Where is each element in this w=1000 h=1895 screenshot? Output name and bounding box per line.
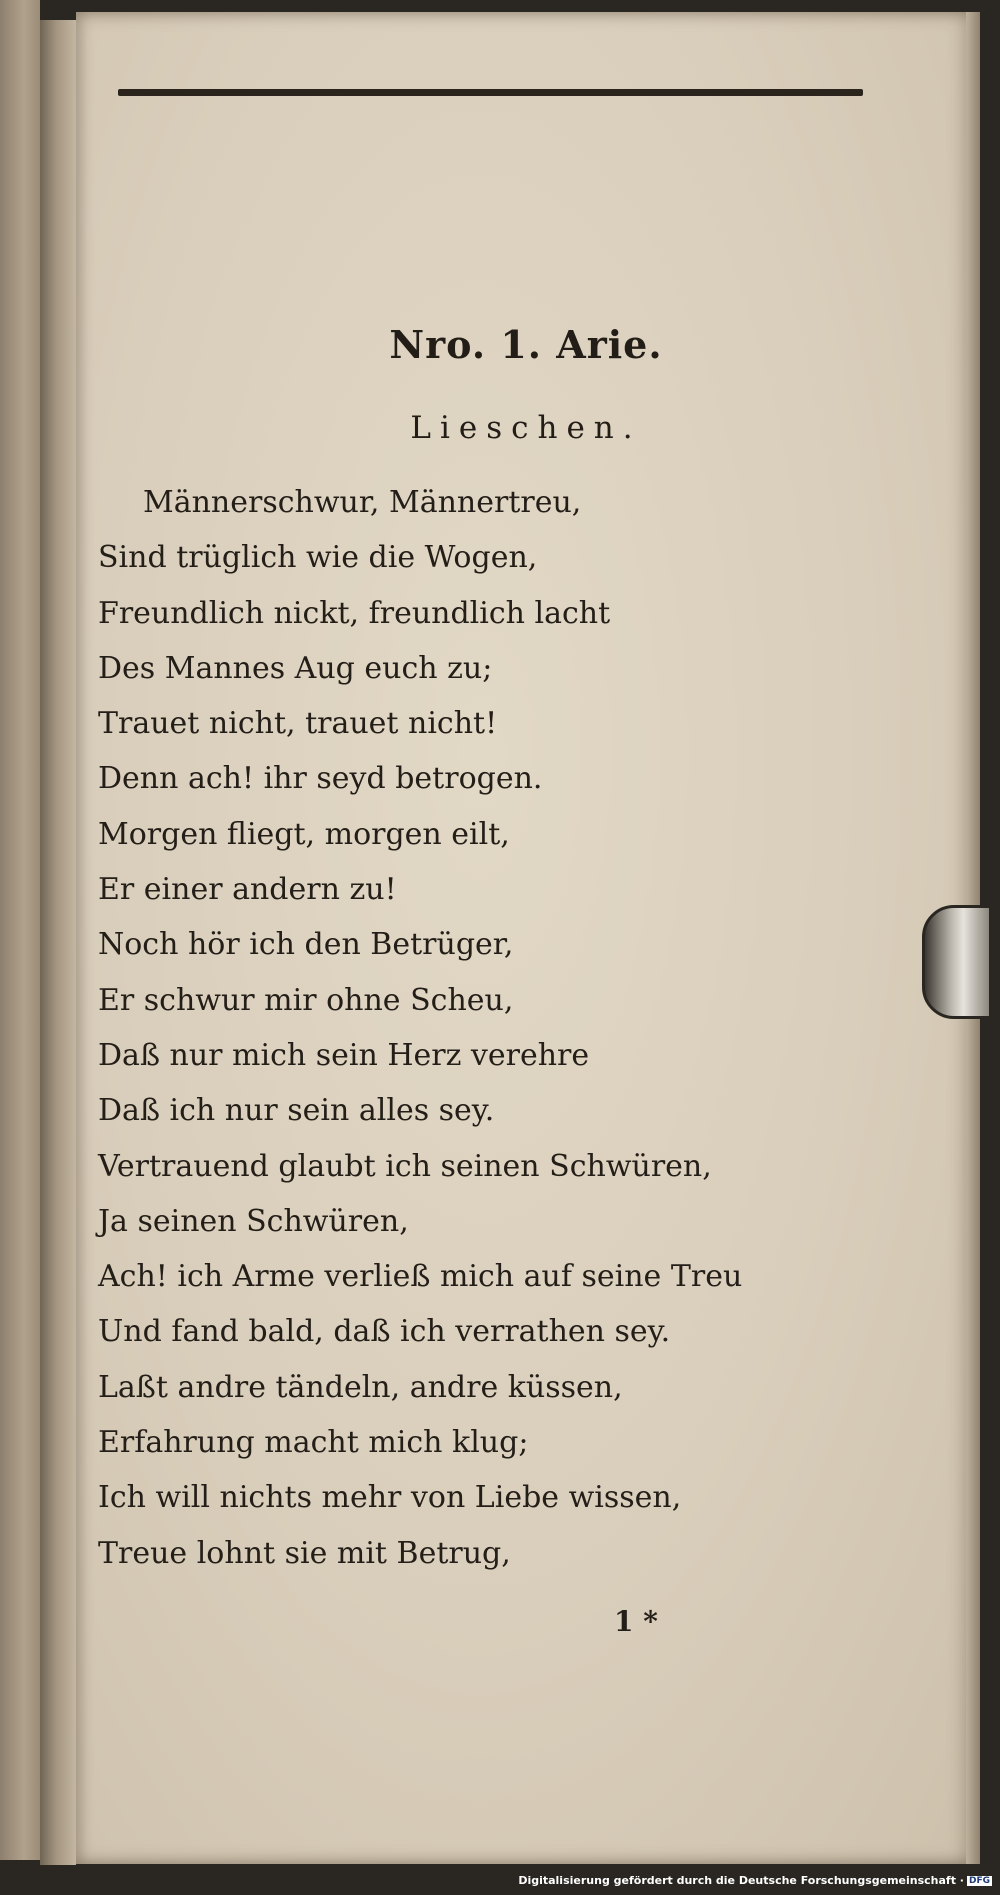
verse-line: Ach! ich Arme verließ mich auf seine Treu bbox=[98, 1259, 743, 1295]
verse-line: Morgen fliegt, morgen eilt, bbox=[98, 816, 510, 852]
verse-line: Trauet nicht, trauet nicht! bbox=[98, 706, 498, 742]
header-rule bbox=[118, 89, 863, 96]
verse-line: Noch hör ich den Betrüger, bbox=[98, 927, 514, 963]
verse-line: Sind trüglich wie die Wogen, bbox=[98, 540, 538, 576]
book-gutter bbox=[40, 20, 76, 1865]
verse-line: Denn ach! ihr seyd betrogen. bbox=[98, 761, 543, 797]
signature-mark: 1 * bbox=[614, 1605, 658, 1638]
credit-text: Digitalisierung gefördert durch die Deutsche Forschungsgemeinschaft · bbox=[518, 1874, 964, 1887]
speaker-name: Lieschen. bbox=[410, 410, 642, 446]
verse-line: Laßt andre tändeln, andre küssen, bbox=[98, 1369, 623, 1405]
book-back-cover bbox=[0, 0, 40, 1860]
verse-line: Männerschwur, Männertreu, bbox=[143, 485, 582, 520]
verse-line: Treue lohnt sie mit Betrug, bbox=[98, 1535, 511, 1571]
verse-line: Ja seinen Schwüren, bbox=[98, 1203, 409, 1239]
verse-line: Und fand bald, daß ich verrathen sey. bbox=[98, 1314, 671, 1350]
verse-line: Des Mannes Aug euch zu; bbox=[98, 650, 493, 686]
verse-line: Ich will nichts mehr von Liebe wissen, bbox=[98, 1480, 682, 1516]
verse-line: Er einer andern zu! bbox=[98, 872, 397, 908]
verse-line: Freundlich nickt, freundlich lacht bbox=[98, 595, 611, 631]
page-clip bbox=[922, 905, 992, 1019]
verse-line: Daß ich nur sein alles sey. bbox=[98, 1093, 495, 1129]
verse-line: Er schwur mir ohne Scheu, bbox=[98, 982, 514, 1018]
verse-line: Daß nur mich sein Herz verehre bbox=[98, 1037, 590, 1073]
digitization-credit bbox=[518, 1874, 992, 1887]
verse-line: Vertrauend glaubt ich seinen Schwüren, bbox=[98, 1148, 712, 1184]
verse-block bbox=[98, 475, 858, 1581]
aria-heading: Nro. 1. Arie. bbox=[389, 322, 663, 367]
dfg-logo: DFG bbox=[968, 1876, 990, 1886]
verse-line: Erfahrung macht mich klug; bbox=[98, 1425, 529, 1461]
